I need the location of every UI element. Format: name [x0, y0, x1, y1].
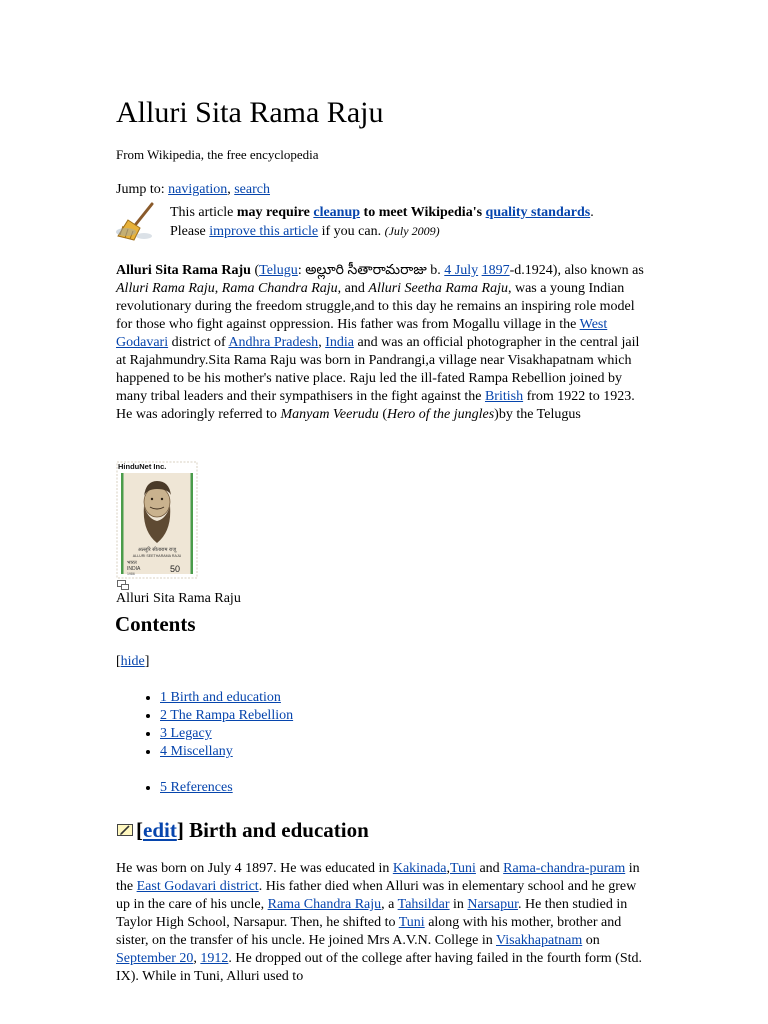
toc-link-references[interactable]: 5 References — [160, 780, 233, 795]
toc-item — [160, 725, 293, 743]
text: )by the Telugus — [494, 407, 581, 422]
tahsildar-link[interactable]: Tahsildar — [397, 897, 450, 912]
toc-list — [116, 689, 293, 761]
image-caption: Alluri Sita Rama Raju — [116, 591, 241, 606]
stamp-name: ALLURI SEETHARAMA RAJU — [132, 554, 182, 558]
ramachandrapuram-link[interactable]: Rama-chandra-puram — [503, 861, 626, 876]
text: , — [193, 951, 201, 966]
stamp-country-hindi: भारत — [127, 560, 137, 566]
jump-prefix: Jump to: — [116, 182, 169, 197]
stamp-year: 1986 — [127, 572, 135, 576]
alias: Rama Chandra Raju — [221, 281, 338, 296]
text: , a — [381, 897, 398, 912]
rama-chandra-raju-link[interactable]: Rama Chandra Raju — [267, 897, 382, 912]
notice-date: (July 2009) — [384, 224, 440, 238]
section-heading-birth-education — [136, 816, 369, 844]
bracket: [ — [116, 654, 121, 669]
text: along with his mother, brother and sister, on the transfer of his uncle. He joined Mrs A.V.N. College in — [116, 915, 622, 948]
quality-standards-link[interactable]: quality standards — [485, 205, 591, 220]
stamp-script-name: अल्लूरि सीताराम राजू — [137, 547, 177, 553]
toc-link-rampa-rebellion[interactable]: 2 The Rampa Rebellion — [160, 708, 294, 723]
notice-bold: to meet Wikipedia's — [360, 205, 486, 220]
british-link[interactable]: British — [484, 389, 524, 404]
text: district of — [168, 335, 229, 350]
epithet-translation: Hero of the jungles — [386, 407, 495, 422]
bracket: [ — [136, 818, 143, 842]
jump-search-link[interactable]: search — [234, 182, 270, 197]
tuni-link[interactable]: Tuni — [449, 861, 476, 876]
west-godavari-link[interactable]: West Godavari — [116, 317, 608, 350]
jump-to-bar — [116, 181, 270, 199]
portrait-stamp-image[interactable] — [116, 461, 198, 579]
toc-item — [160, 707, 293, 725]
stamp-country: INDIA — [127, 566, 141, 572]
notice-bold: may require — [236, 205, 314, 220]
contents-heading: Contents — [115, 612, 196, 636]
toc-toggle — [116, 653, 149, 671]
birth-education-paragraph — [116, 860, 652, 986]
text: He was born on July 4 1897. He was educated in — [116, 861, 393, 876]
bracket: ] — [144, 654, 150, 669]
hide-toc-link[interactable]: hide — [120, 654, 145, 669]
text: , was a young Indian revolutionary during the freedom struggle,and to this day he remains an inspiring role model for those who fight against oppression. His father was from Mogallu village in the — [116, 281, 635, 332]
text: . He then studied in Taylor High School, Narsapur. Then, he shifted to — [116, 897, 628, 930]
text: in — [449, 897, 468, 912]
text: , — [318, 335, 326, 350]
alias: Alluri Seetha Rama Raju — [368, 281, 508, 296]
epithet: Manyam Veerudu — [280, 407, 379, 422]
text: and — [475, 861, 504, 876]
edit-pencil-icon[interactable] — [117, 823, 133, 837]
andhra-pradesh-link[interactable]: Andhra Pradesh — [228, 335, 319, 350]
enlarge-icon[interactable] — [117, 580, 129, 590]
year-1912-link[interactable]: 1912 — [200, 951, 229, 966]
section-title: Birth and education — [189, 818, 369, 842]
text: : అల్లూరి సీతారామరాజు b. — [297, 263, 445, 278]
notice-text: Please — [170, 224, 210, 239]
text: . He dropped out of the college after having failed in the fourth form (Std. IX). While in Tuni, Alluri used to — [116, 951, 643, 984]
stamp-brand: HinduNet Inc. — [118, 462, 167, 471]
toc-item — [160, 689, 293, 707]
toc-list-continued — [116, 779, 233, 797]
jump-navigation-link[interactable]: navigation — [168, 182, 228, 197]
edit-section-link[interactable]: edit — [143, 818, 177, 842]
kakinada-link[interactable]: Kakinada — [392, 861, 447, 876]
toc-link-miscellany[interactable]: 4 Miscellany — [160, 744, 233, 759]
site-tagline: From Wikipedia, the free encyclopedia — [116, 147, 319, 162]
visakhapatnam-link[interactable]: Visakhapatnam — [495, 933, 583, 948]
text: , — [446, 861, 450, 876]
telugu-link[interactable]: Telugu — [259, 263, 298, 278]
september-20-link[interactable]: September 20 — [116, 951, 194, 966]
text: ( — [378, 407, 387, 422]
jump-separator: , — [227, 182, 235, 197]
birth-year-link[interactable]: 1897 — [481, 263, 510, 278]
text: on — [582, 933, 600, 948]
page-title: Alluri Sita Rama Raju — [116, 96, 384, 129]
cleanup-notice — [170, 204, 650, 241]
subject-name: Alluri Sita Rama Raju — [116, 263, 251, 278]
toc-item — [160, 779, 233, 797]
narsapur-link[interactable]: Narsapur — [467, 897, 518, 912]
toc-link-legacy[interactable]: 3 Legacy — [160, 726, 212, 741]
toc-item — [160, 743, 293, 761]
text: , and — [337, 281, 369, 296]
notice-text: if you can. — [318, 224, 385, 239]
notice-text: . — [590, 205, 594, 220]
toc-link-birth-education[interactable]: 1 Birth and education — [160, 690, 281, 705]
text: ( — [250, 263, 260, 278]
text: in the — [116, 861, 640, 894]
notice-text: This article — [170, 205, 237, 220]
east-godavari-link[interactable]: East Godavari district — [136, 879, 259, 894]
improve-article-link[interactable]: improve this article — [209, 224, 319, 239]
intro-paragraph — [116, 262, 652, 424]
text: -d.1924), also known as — [509, 263, 644, 278]
text: and was an official photographer in the central jail at Rajahmundry.Sita Rama Raju was born in Pandrangi,a village near Visakhapatnam which happened to be his mother's native place. Raju led the ill-fated Rampa Rebellion joined by many tribal leaders and their sympathisers in the fight against the — [116, 335, 640, 404]
text: from 1922 to 1923. He was adoringly referred to — [116, 389, 635, 422]
tuni-link-2[interactable]: Tuni — [398, 915, 425, 930]
birth-date-link[interactable]: 4 July — [444, 263, 479, 278]
india-link[interactable]: India — [325, 335, 354, 350]
stamp-value: 50 — [170, 564, 181, 574]
bracket: ] — [176, 818, 190, 842]
broom-icon — [114, 202, 158, 242]
text: . His father died when Alluri was in elementary school and he grew up in the care of his uncle, — [116, 879, 637, 912]
text: , — [214, 281, 222, 296]
alias: Alluri Rama Raju — [116, 281, 215, 296]
cleanup-link[interactable]: cleanup — [313, 205, 361, 220]
